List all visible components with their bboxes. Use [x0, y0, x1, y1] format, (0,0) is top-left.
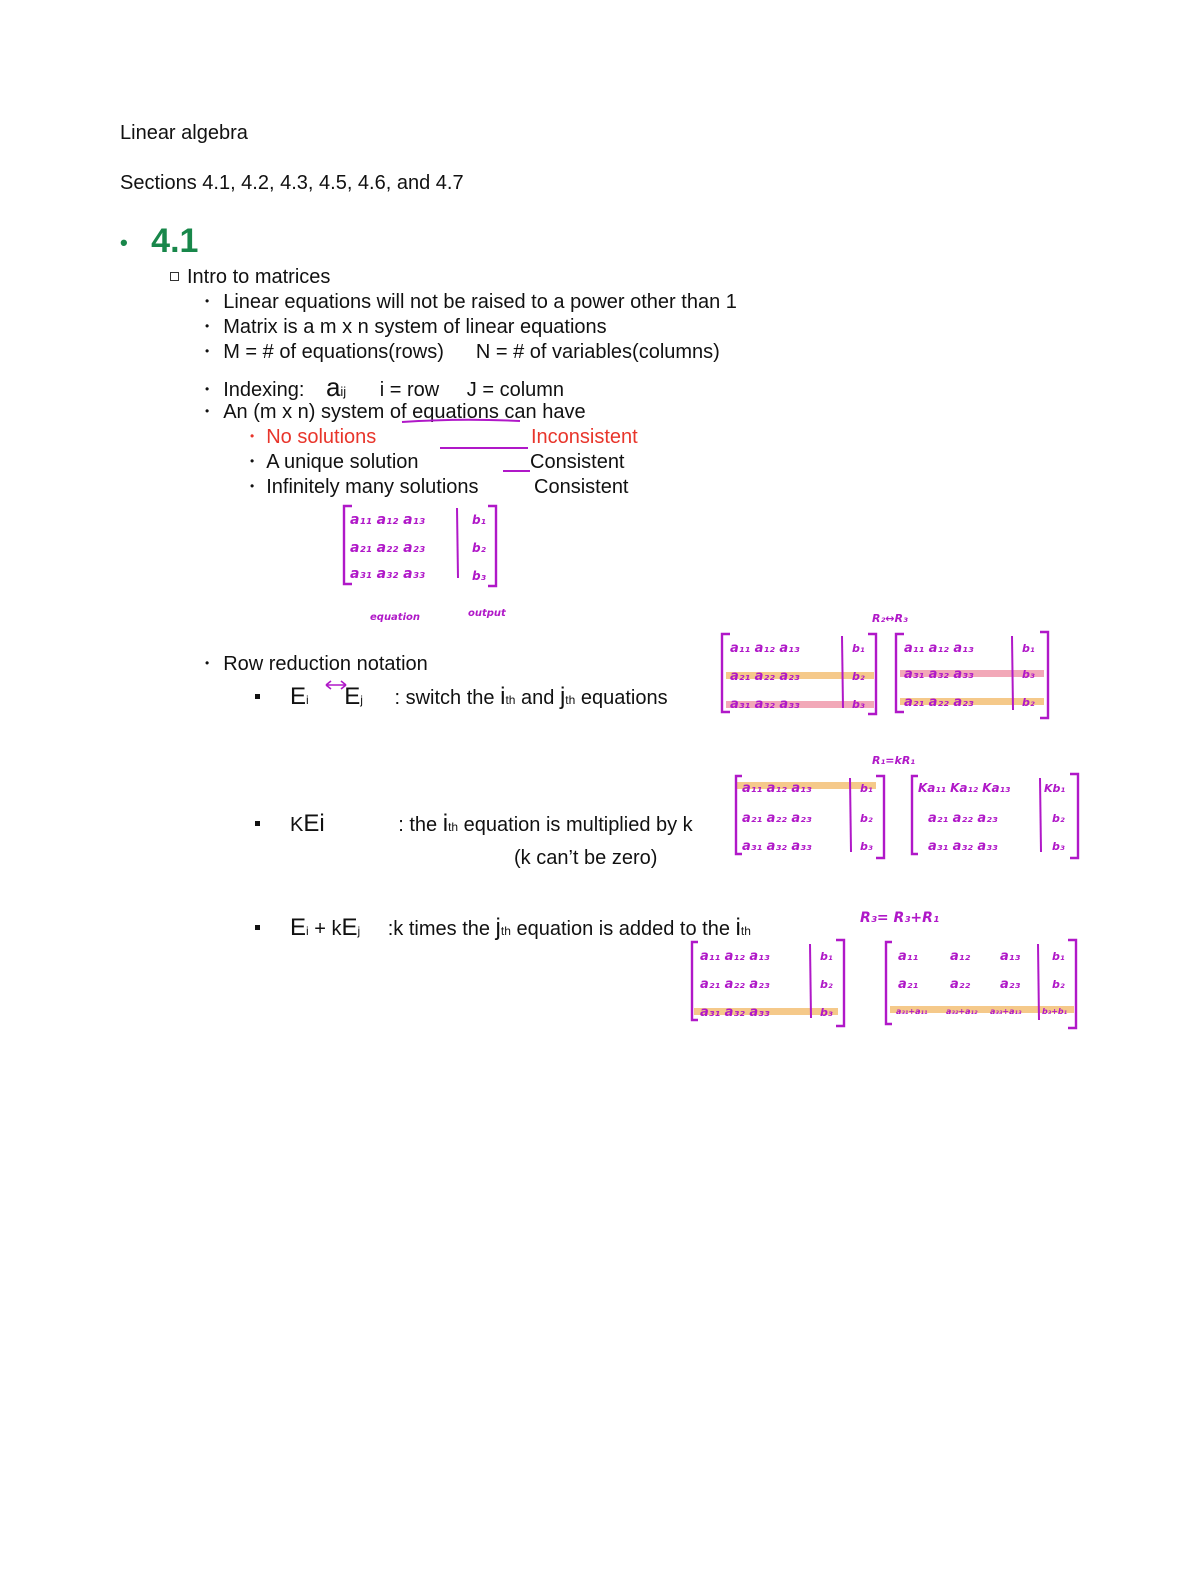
- matrix-label-left: equation: [370, 612, 421, 623]
- op-th: th: [740, 924, 751, 938]
- svg-text:b₃: b₃: [1052, 840, 1065, 853]
- case-label: No solutions: [266, 426, 377, 448]
- svg-text:a₃₁ a₃₂ a₃₃: a₃₁ a₃₂ a₃₃: [350, 566, 425, 582]
- svg-text:b₁: b₁: [860, 782, 873, 795]
- svg-text:b₃: b₃: [472, 569, 486, 583]
- op-sub: i: [306, 924, 309, 938]
- svg-text:a₃₂+a₁₂: a₃₂+a₁₂: [946, 1007, 978, 1016]
- svg-text:b₂: b₂: [860, 812, 873, 825]
- system-intro: An (m x n) system of equations can have: [223, 401, 586, 423]
- svg-text:a₁₁ a₁₂ a₁₃: a₁₁ a₁₂ a₁₃: [904, 641, 974, 656]
- square-bullet-icon: [255, 821, 260, 826]
- index-col-def: J = column: [466, 379, 565, 401]
- bullet-icon: •: [250, 454, 255, 468]
- bullet-icon: •: [250, 429, 255, 443]
- svg-text:a₂₂: a₂₂: [950, 977, 971, 992]
- bullet-icon: •: [205, 294, 210, 308]
- op-E: E: [303, 810, 320, 837]
- bullet-icon: •: [205, 404, 210, 418]
- bullet-icon: •: [205, 382, 210, 396]
- sections-list: Sections 4.1, 4.2, 4.3, 4.5, 4.6, and 4.7: [120, 172, 464, 194]
- svg-text:b₃+b₁: b₃+b₁: [1042, 1007, 1068, 1016]
- op-th: th: [505, 693, 516, 707]
- svg-text:b₁: b₁: [820, 950, 833, 963]
- op-desc: equation is multiplied by k: [458, 814, 693, 836]
- svg-text:b₁: b₁: [1052, 950, 1065, 963]
- augmented-matrix-sketch: [340, 500, 520, 630]
- op-index: i: [735, 914, 741, 941]
- page-title: Linear algebra: [120, 122, 248, 144]
- svg-text:Ka₁₁ Ka₁₂ Ka₁₃: Ka₁₁ Ka₁₂ Ka₁₃: [918, 781, 1011, 795]
- op-sub: i: [319, 810, 325, 837]
- op-index: j: [559, 683, 566, 710]
- op-E: E: [344, 683, 361, 710]
- svg-text:b₂: b₂: [820, 978, 833, 991]
- index-symbol: a: [325, 372, 341, 402]
- case-label: Infinitely many solutions: [266, 476, 479, 498]
- op-index: i: [442, 810, 449, 837]
- svg-text:b₂: b₂: [472, 541, 486, 555]
- operation-add: [255, 914, 751, 942]
- operation-scale: [255, 810, 693, 838]
- case-type: Consistent: [530, 451, 625, 473]
- svg-text:b₃: b₃: [860, 840, 873, 853]
- svg-text:a₂₁: a₂₁: [898, 977, 919, 992]
- section-number: 4.1: [151, 222, 199, 260]
- op1-label: R₂↔R₃: [872, 612, 908, 625]
- svg-text:b₃: b₃: [852, 698, 865, 711]
- op-plus: + k: [308, 918, 342, 940]
- svg-text:b₃: b₃: [820, 1006, 833, 1019]
- svg-text:a₂₁ a₂₂ a₂₃: a₂₁ a₂₂ a₂₃: [350, 540, 425, 556]
- op3-label: R₃= R₃+R₁: [860, 910, 940, 926]
- op2-label: R₁=kR₁: [872, 754, 916, 767]
- svg-text:b₂: b₂: [1052, 978, 1065, 991]
- case-type: Inconsistent: [531, 426, 638, 448]
- op-k: K: [290, 814, 304, 836]
- op-desc: equations: [575, 687, 668, 709]
- bullet-icon: •: [205, 319, 210, 333]
- op-note: (k can’t be zero): [514, 847, 658, 869]
- svg-text:a₃₁+a₁₁: a₃₁+a₁₁: [896, 1007, 928, 1016]
- svg-text:b₃: b₃: [1022, 668, 1035, 681]
- svg-text:b₁: b₁: [852, 642, 865, 655]
- op-desc: :k times the: [387, 918, 496, 940]
- svg-text:a₁₃: a₁₃: [1000, 949, 1021, 964]
- index-subscript: ij: [340, 384, 347, 399]
- op-sub: j: [360, 693, 363, 707]
- op-sub: i: [306, 693, 309, 707]
- op-E: E: [341, 914, 358, 941]
- svg-text:a₃₁ a₃₂ a₃₃: a₃₁ a₃₂ a₃₃: [700, 1005, 770, 1020]
- item-text: Linear equations will not be raised to a power other than 1: [223, 291, 737, 313]
- svg-text:Kb₁: Kb₁: [1044, 782, 1066, 795]
- operation-swap: [255, 683, 668, 711]
- svg-text:b₂: b₂: [852, 670, 865, 683]
- svg-text:a₁₂: a₁₂: [950, 949, 971, 964]
- row-reduction-row: [205, 653, 428, 676]
- op-sub: j: [357, 924, 361, 938]
- bullet-icon: •: [205, 344, 210, 358]
- svg-text:a₃₃+a₁₃: a₃₃+a₁₃: [990, 1007, 1022, 1016]
- row-operation-sketches: [700, 600, 1100, 1040]
- subtopic-label: Intro to matrices: [187, 266, 331, 288]
- svg-text:b₁: b₁: [1022, 642, 1035, 655]
- svg-text:a₂₁ a₂₂ a₂₃: a₂₁ a₂₂ a₂₃: [700, 977, 770, 992]
- svg-text:a₃₁ a₃₂ a₃₃: a₃₁ a₃₂ a₃₃: [928, 839, 998, 854]
- item-text: Matrix is a m x n system of linear equations: [223, 316, 607, 338]
- svg-text:a₃₁ a₃₂ a₃₃: a₃₁ a₃₂ a₃₃: [730, 697, 800, 712]
- op-desc: and: [515, 687, 560, 709]
- item-text: N = # of variables(columns): [475, 341, 720, 363]
- op-th: th: [448, 820, 459, 834]
- op-E: E: [290, 683, 307, 710]
- index-row-def: i = row: [379, 379, 440, 401]
- op-index: j: [495, 914, 501, 941]
- svg-text:a₁₁ a₁₂ a₁₃: a₁₁ a₁₂ a₁₃: [742, 781, 812, 796]
- svg-text:a₁₁: a₁₁: [898, 949, 919, 964]
- bullet-icon: •: [120, 230, 128, 256]
- op-index: i: [500, 683, 506, 710]
- matrix-label-right: output: [468, 608, 506, 619]
- svg-text:a₃₁ a₃₂ a₃₃: a₃₁ a₃₂ a₃₃: [742, 839, 812, 854]
- op-desc: equation is added to the: [510, 918, 736, 940]
- bullet-icon: •: [250, 479, 255, 493]
- case-label: A unique solution: [266, 451, 419, 473]
- bullet-icon: •: [205, 656, 210, 670]
- row-reduction-title: Row reduction notation: [223, 653, 428, 675]
- svg-text:a₂₁ a₂₂ a₂₃: a₂₁ a₂₂ a₂₃: [742, 811, 812, 826]
- indexing-label: Indexing:: [223, 379, 305, 401]
- svg-text:a₁₁ a₁₂ a₁₃: a₁₁ a₁₂ a₁₃: [730, 641, 800, 656]
- svg-text:b₂: b₂: [1052, 812, 1065, 825]
- op-desc: : switch the: [394, 687, 501, 709]
- op-th: th: [565, 693, 576, 707]
- svg-text:a₂₁ a₂₂ a₂₃: a₂₁ a₂₂ a₂₃: [928, 811, 998, 826]
- svg-text:a₂₁ a₂₂ a₂₃: a₂₁ a₂₂ a₂₃: [904, 695, 974, 710]
- case-type: Consistent: [534, 476, 629, 498]
- svg-text:a₂₃: a₂₃: [1000, 977, 1021, 992]
- square-bullet-icon: [255, 925, 260, 930]
- svg-text:a₃₁ a₃₂ a₃₃: a₃₁ a₃₂ a₃₃: [904, 667, 974, 682]
- op-E: E: [290, 914, 307, 941]
- svg-text:a₂₁ a₂₂ a₂₃: a₂₁ a₂₂ a₂₃: [730, 669, 800, 684]
- svg-text:b₂: b₂: [1022, 696, 1035, 709]
- op-desc: : the: [398, 814, 443, 836]
- square-bullet-icon: [255, 694, 260, 699]
- item-text: M = # of equations(rows): [223, 341, 444, 363]
- svg-text:a₁₁ a₁₂ a₁₃: a₁₁ a₁₂ a₁₃: [350, 512, 425, 528]
- svg-text:b₁: b₁: [472, 513, 486, 527]
- op-th: th: [500, 924, 511, 938]
- svg-text:a₁₁ a₁₂ a₁₃: a₁₁ a₁₂ a₁₃: [700, 949, 770, 964]
